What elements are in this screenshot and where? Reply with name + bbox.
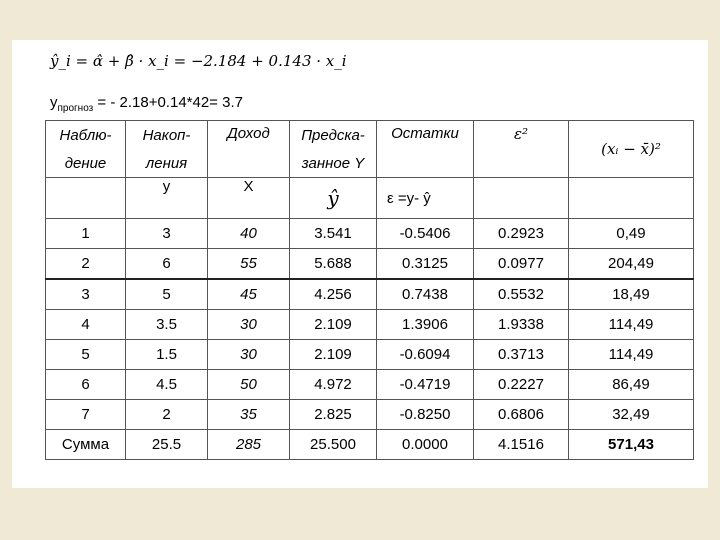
total-x: 285 bbox=[208, 430, 290, 460]
cell-n: 1 bbox=[46, 219, 126, 249]
total-label: Сумма bbox=[46, 430, 126, 460]
header-eps-squared: ε² bbox=[474, 121, 569, 178]
total-row bbox=[46, 430, 694, 460]
cell-y: 3 bbox=[126, 219, 208, 249]
header-income: Доход bbox=[208, 121, 290, 178]
cell-n: 4 bbox=[46, 310, 126, 340]
header-observation: Наблю- bbox=[46, 121, 126, 150]
cell-e: 0.3125 bbox=[377, 249, 474, 280]
cell-y: 1.5 bbox=[126, 340, 208, 370]
symbol-empty-7 bbox=[569, 178, 694, 219]
cell-x: 45 bbox=[208, 279, 290, 310]
cell-x: 50 bbox=[208, 370, 290, 400]
cell-yhat: 4.256 bbox=[290, 279, 377, 310]
cell-y: 3.5 bbox=[126, 310, 208, 340]
cell-yhat: 2.825 bbox=[290, 400, 377, 430]
header-predicted-cont: занное Y bbox=[290, 149, 377, 178]
cell-n: 3 bbox=[46, 279, 126, 310]
table-row bbox=[46, 279, 694, 310]
residuals-table bbox=[45, 120, 694, 460]
symbol-x: X bbox=[208, 178, 290, 219]
total-e2: 4.1516 bbox=[474, 430, 569, 460]
cell-e2: 0.5532 bbox=[474, 279, 569, 310]
forecast-expression: = - 2.18+0.14*42= 3.7 bbox=[93, 94, 243, 111]
table-row bbox=[46, 370, 694, 400]
cell-x: 30 bbox=[208, 340, 290, 370]
cell-e: -0.4719 bbox=[377, 370, 474, 400]
cell-dx: 32,49 bbox=[569, 400, 694, 430]
cell-yhat: 4.972 bbox=[290, 370, 377, 400]
cell-y: 2 bbox=[126, 400, 208, 430]
cell-yhat: 2.109 bbox=[290, 340, 377, 370]
cell-yhat: 3.541 bbox=[290, 219, 377, 249]
cell-dx: 114,49 bbox=[569, 340, 694, 370]
total-dx: 571,43 bbox=[569, 430, 694, 460]
total-yhat: 25.500 bbox=[290, 430, 377, 460]
cell-n: 2 bbox=[46, 249, 126, 280]
cell-x: 30 bbox=[208, 310, 290, 340]
symbol-eps: ε =y- ŷ bbox=[377, 178, 474, 219]
cell-y: 6 bbox=[126, 249, 208, 280]
cell-e: -0.8250 bbox=[377, 400, 474, 430]
forecast-subscript: прогноз bbox=[57, 103, 94, 114]
cell-dx: 204,49 bbox=[569, 249, 694, 280]
cell-e2: 0.2227 bbox=[474, 370, 569, 400]
total-e: 0.0000 bbox=[377, 430, 474, 460]
symbol-empty-1 bbox=[46, 178, 126, 219]
cell-e: 0.7438 bbox=[377, 279, 474, 310]
header-accumulation-cont: ления bbox=[126, 149, 208, 178]
cell-e: 1.3906 bbox=[377, 310, 474, 340]
cell-y: 5 bbox=[126, 279, 208, 310]
regression-formula: ŷ_i = α̂ + β̂ · x_i = −2.184 + 0.143 · x_i bbox=[50, 52, 347, 70]
cell-e: -0.6094 bbox=[377, 340, 474, 370]
header-accumulation: Накоп- bbox=[126, 121, 208, 150]
header-predicted: Предска- bbox=[290, 121, 377, 150]
cell-y: 4.5 bbox=[126, 370, 208, 400]
cell-dx: 86,49 bbox=[569, 370, 694, 400]
cell-x: 40 bbox=[208, 219, 290, 249]
header-row-1 bbox=[46, 121, 694, 150]
forecast-line bbox=[50, 94, 243, 114]
symbol-empty-6 bbox=[474, 178, 569, 219]
total-y: 25.5 bbox=[126, 430, 208, 460]
cell-dx: 114,49 bbox=[569, 310, 694, 340]
cell-x: 55 bbox=[208, 249, 290, 280]
cell-e2: 1.9338 bbox=[474, 310, 569, 340]
cell-n: 7 bbox=[46, 400, 126, 430]
cell-dx: 0,49 bbox=[569, 219, 694, 249]
cell-e2: 0.3713 bbox=[474, 340, 569, 370]
cell-e2: 0.0977 bbox=[474, 249, 569, 280]
cell-x: 35 bbox=[208, 400, 290, 430]
cell-e: -0.5406 bbox=[377, 219, 474, 249]
table-row bbox=[46, 310, 694, 340]
cell-yhat: 2.109 bbox=[290, 310, 377, 340]
cell-n: 5 bbox=[46, 340, 126, 370]
symbol-y: y bbox=[126, 178, 208, 219]
cell-e2: 0.2923 bbox=[474, 219, 569, 249]
cell-yhat: 5.688 bbox=[290, 249, 377, 280]
symbol-row bbox=[46, 178, 694, 219]
symbol-yhat: ŷ bbox=[290, 178, 377, 219]
table-row bbox=[46, 340, 694, 370]
table-row bbox=[46, 249, 694, 280]
header-residuals: Остатки bbox=[377, 121, 474, 178]
cell-dx: 18,49 bbox=[569, 279, 694, 310]
cell-e2: 0.6806 bbox=[474, 400, 569, 430]
table-row bbox=[46, 400, 694, 430]
header-observation-cont: дение bbox=[46, 149, 126, 178]
forecast-y: y bbox=[50, 94, 58, 111]
cell-n: 6 bbox=[46, 370, 126, 400]
header-dev-squared: (xᵢ − x̄)² bbox=[569, 121, 694, 178]
table-row bbox=[46, 219, 694, 249]
